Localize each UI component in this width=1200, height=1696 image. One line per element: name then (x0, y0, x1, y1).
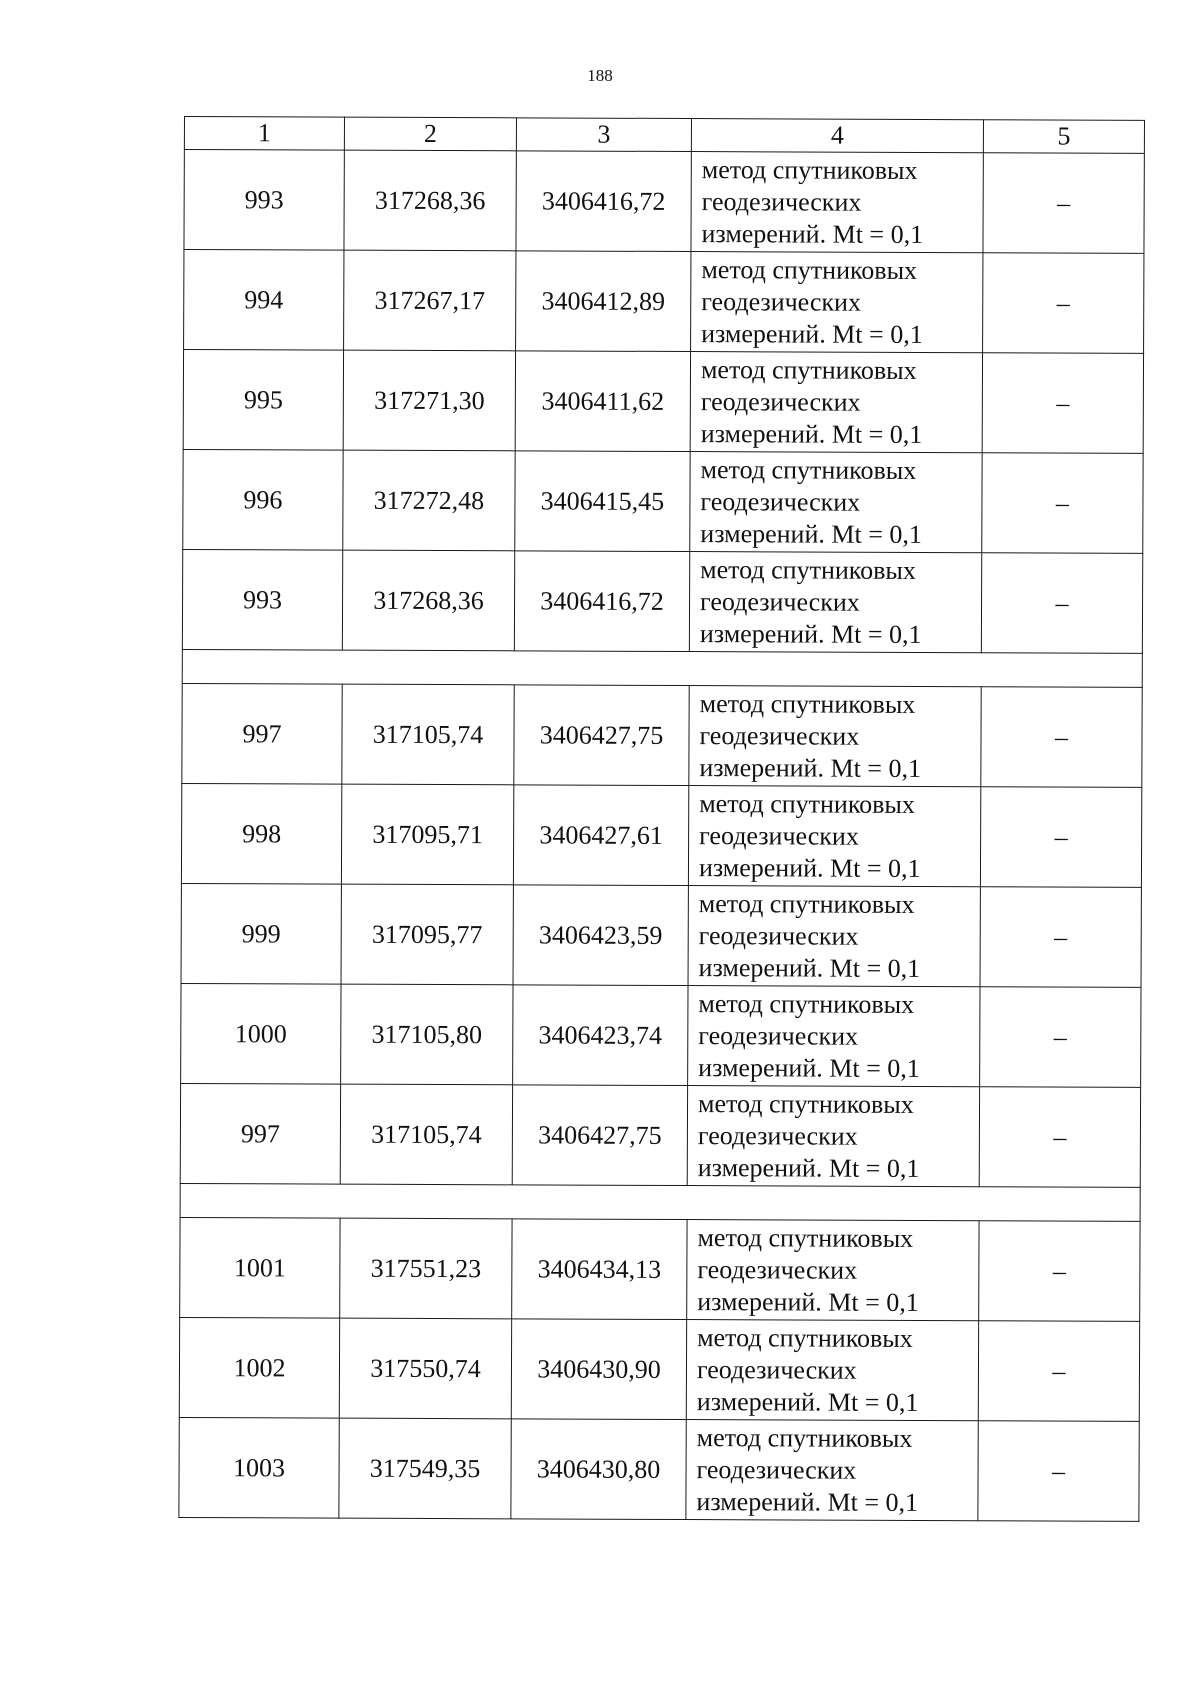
method-text-line: метод спутниковых (697, 1322, 913, 1353)
note-cell: – (980, 887, 1141, 988)
table-row (179, 1417, 1139, 1521)
column-header: 5 (983, 120, 1144, 154)
method-cell (690, 352, 982, 453)
x-coordinate-cell: 317271,30 (343, 350, 515, 451)
method-cell (688, 786, 980, 887)
x-coordinate-cell: 317105,80 (341, 984, 513, 1085)
method-text-line: метод спутниковых (698, 888, 915, 919)
y-coordinate-cell: 3406415,45 (515, 451, 690, 552)
note-cell: – (982, 353, 1143, 454)
table-row (183, 449, 1143, 553)
note-cell: – (979, 1087, 1140, 1188)
point-number-cell: 1000 (181, 983, 341, 1084)
method-text-line: измерений. Mt = 0,1 (696, 1486, 919, 1517)
method-text-line: метод спутниковых (701, 154, 918, 185)
method-text-line: геодезических (701, 186, 862, 217)
method-text-line: измерений. Mt = 0,1 (696, 1386, 919, 1417)
point-number-cell: 997 (182, 683, 342, 784)
method-text-line: измерений. Mt = 0,1 (698, 852, 921, 883)
note-cell: – (980, 987, 1141, 1088)
method-cell (689, 552, 981, 653)
method-text-line: геодезических (699, 820, 859, 851)
method-text-line: геодезических (699, 720, 860, 751)
y-coordinate-cell: 3406416,72 (514, 551, 689, 652)
method-text-line: геодезических (701, 286, 862, 317)
note-cell: – (982, 453, 1143, 554)
method-text-line: измерений. Mt = 0,1 (699, 752, 922, 783)
section-separator-row (182, 649, 1142, 687)
y-coordinate-cell: 3406416,72 (516, 151, 691, 252)
method-text-line: измерений. Mt = 0,1 (701, 318, 923, 349)
method-text-line: метод спутниковых (698, 988, 915, 1019)
x-coordinate-cell: 317549,35 (339, 1418, 511, 1519)
note-cell: – (978, 1321, 1139, 1422)
page-number: 188 (587, 66, 613, 85)
method-text-line: геодезических (698, 920, 859, 951)
note-cell: – (979, 1221, 1140, 1322)
x-coordinate-cell: 317272,48 (343, 450, 515, 551)
note-cell: – (978, 1421, 1139, 1522)
method-text-line: метод спутниковых (699, 788, 916, 819)
y-coordinate-cell: 3406434,13 (512, 1219, 687, 1320)
method-text-line: метод спутниковых (699, 688, 916, 719)
method-cell (686, 1420, 978, 1521)
note-cell: – (983, 153, 1144, 254)
point-number-cell: 993 (184, 150, 344, 251)
method-cell (691, 152, 983, 253)
table-row (182, 683, 1142, 787)
x-coordinate-cell: 317105,74 (340, 1084, 512, 1185)
table-row (180, 1217, 1140, 1321)
y-coordinate-cell: 3406411,62 (515, 351, 690, 452)
point-number-cell: 996 (183, 449, 343, 550)
section-separator-row (180, 1183, 1140, 1221)
y-coordinate-cell: 3406430,90 (511, 1319, 686, 1420)
table-row (179, 1317, 1139, 1421)
method-text-line: геодезических (696, 1354, 857, 1385)
note-cell: – (981, 687, 1142, 788)
table-row (181, 983, 1141, 1087)
method-cell (690, 452, 982, 553)
note-cell: – (983, 253, 1144, 354)
point-number-cell: 1001 (180, 1217, 340, 1318)
coordinates-table (178, 116, 1145, 1522)
x-coordinate-cell: 317105,74 (342, 684, 514, 785)
separator-cell (182, 649, 1142, 687)
method-cell (691, 252, 983, 353)
table-header-row (184, 117, 1144, 154)
column-header: 1 (184, 117, 344, 151)
point-number-cell: 1003 (179, 1417, 339, 1518)
method-text-line: метод спутниковых (697, 1222, 914, 1253)
point-number-cell: 993 (182, 549, 342, 650)
column-header: 4 (691, 119, 983, 153)
point-number-cell: 1002 (179, 1317, 339, 1418)
y-coordinate-cell: 3406427,61 (513, 785, 688, 886)
x-coordinate-cell: 317267,17 (344, 250, 516, 351)
method-text-line: измерений. Mt = 0,1 (701, 218, 924, 249)
y-coordinate-cell: 3406423,74 (513, 985, 688, 1086)
x-coordinate-cell: 317551,23 (340, 1218, 512, 1319)
method-text-line: геодезических (696, 1454, 857, 1485)
table-row (184, 150, 1144, 254)
point-number-cell: 998 (181, 783, 341, 884)
y-coordinate-cell: 3406412,89 (516, 251, 691, 352)
y-coordinate-cell: 3406427,75 (512, 1085, 687, 1186)
method-text-line: метод спутниковых (700, 354, 917, 385)
method-cell (687, 1086, 979, 1187)
table-row (182, 549, 1142, 653)
method-text-line: измерений. Mt = 0,1 (698, 1052, 920, 1083)
method-text-line: геодезических (697, 1254, 858, 1285)
x-coordinate-cell: 317550,74 (339, 1318, 511, 1419)
method-cell (686, 1320, 978, 1421)
method-text-line: геодезических (698, 1020, 859, 1051)
x-coordinate-cell: 317095,77 (341, 884, 513, 985)
table-row (184, 250, 1144, 354)
point-number-cell: 995 (183, 350, 343, 451)
table-row (181, 883, 1141, 987)
method-text-line: метод спутниковых (696, 1422, 913, 1453)
method-text-line: измерений. Mt = 0,1 (698, 952, 921, 983)
table-row (180, 1083, 1140, 1187)
point-number-cell: 994 (184, 250, 344, 351)
y-coordinate-cell: 3406430,80 (511, 1419, 686, 1520)
table-row (181, 783, 1141, 887)
method-cell (688, 886, 980, 987)
column-header: 3 (516, 118, 691, 152)
column-header: 2 (344, 117, 516, 151)
method-cell (689, 686, 981, 787)
point-number-cell: 997 (180, 1083, 340, 1184)
y-coordinate-cell: 3406423,59 (513, 885, 688, 986)
y-coordinate-cell: 3406427,75 (514, 685, 689, 786)
method-cell (687, 1220, 979, 1321)
note-cell: – (981, 553, 1142, 654)
method-text-line: геодезических (697, 1120, 858, 1151)
method-text-line: метод спутниковых (700, 454, 917, 485)
method-text-line: измерений. Mt = 0,1 (699, 618, 922, 649)
separator-cell (180, 1183, 1140, 1221)
method-text-line: измерений. Mt = 0,1 (700, 518, 922, 549)
point-number-cell: 999 (181, 883, 341, 984)
table-body (179, 117, 1145, 1522)
x-coordinate-cell: 317268,36 (342, 550, 514, 651)
x-coordinate-cell: 317095,71 (341, 784, 513, 885)
method-text-line: измерений. Mt = 0,1 (700, 418, 923, 449)
method-text-line: метод спутниковых (701, 254, 918, 285)
method-text-line: метод спутниковых (700, 554, 916, 585)
method-cell (688, 986, 980, 1087)
method-text-line: геодезических (700, 386, 861, 417)
method-text-line: геодезических (699, 586, 860, 617)
method-text-line: метод спутниковых (697, 1088, 914, 1119)
x-coordinate-cell: 317268,36 (344, 150, 516, 251)
note-cell: – (980, 787, 1141, 888)
method-text-line: измерений. Mt = 0,1 (697, 1286, 919, 1317)
method-text-line: измерений. Mt = 0,1 (697, 1152, 920, 1183)
table-row (183, 350, 1143, 454)
method-text-line: геодезических (700, 486, 861, 517)
